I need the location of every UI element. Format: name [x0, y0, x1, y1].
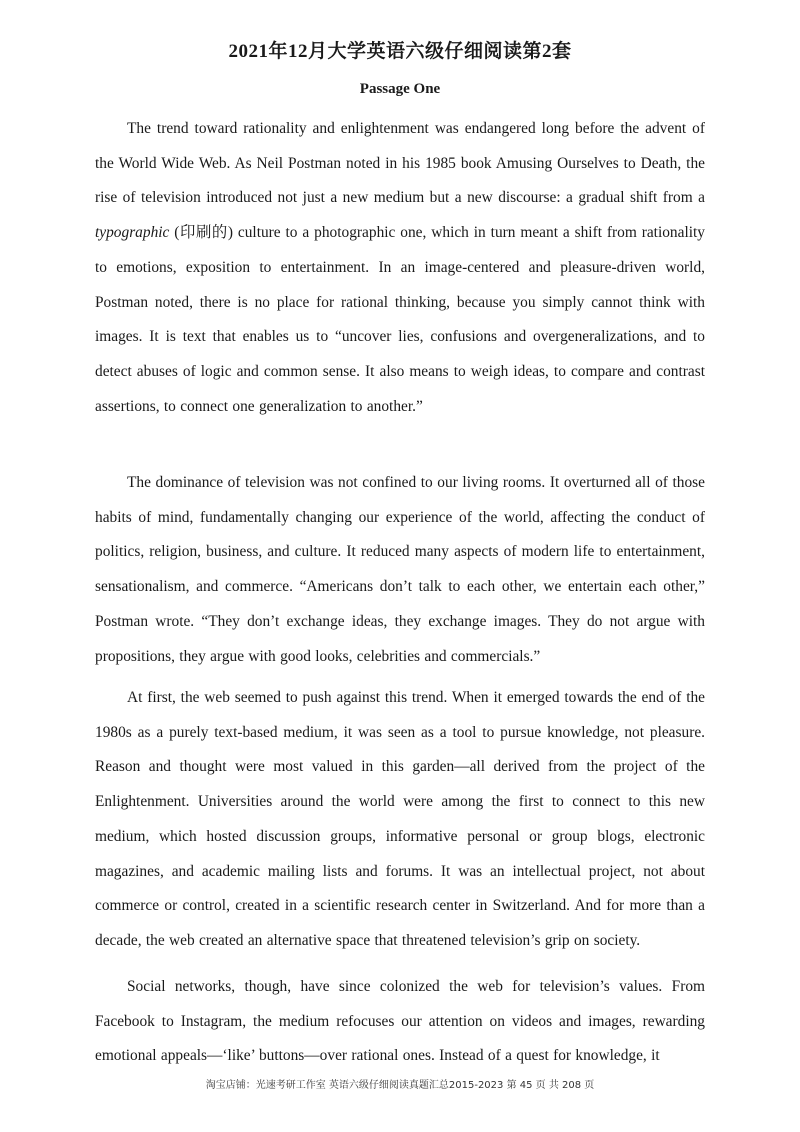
paragraph-1-italic-term: typographic: [95, 224, 170, 242]
page-footer: 淘宝店铺：光速考研工作室 英语六级仔细阅读真题汇总2015-2023 第 45 页 共 208 页: [205, 1080, 595, 1091]
paragraph-1-text-after: culture to a photographic one, which in turn meant a shift from rationality to emotions, exposition to entertainment. In an image-centered and pleasure-driven world, Postman noted, there is no place for rational thinking, because you simply cannot think with images. It is text that enables us to “uncover lies, confusions and overgeneralizations, and to detect abuses of logic and common sense. It also means to weigh ideas, to compare and contrast assertions, to connect one generalization to another.”: [95, 224, 705, 415]
paragraph-2: The dominance of television was not confined to our living rooms. It overturned all of those habits of mind, fundamentally changing our experience of the world, affecting the conduct of politics, religion, business, and culture. It reduced many aspects of modern life to entertainment, sensationalism, and commerce. “Americans don’t talk to each other, we entertain each other,” Postman wrote. “They don’t exchange ideas, they exchange images. They do not argue with propositions, they argue with good looks, celebrities and commercials.”: [95, 474, 705, 665]
passage-title: Passage One: [359, 81, 441, 97]
paragraph-4: Social networks, though, have since colonized the web for television’s values. From Facebook to Instagram, the medium refocuses our attention on videos and images, rewarding emotional appeals—‘like’ buttons—over rational ones. Instead of a quest for knowledge, it: [95, 978, 705, 1065]
document-title: 2021年12月大学英语六级仔细阅读第2套: [228, 41, 572, 62]
paragraph-3: At first, the web seemed to push against this trend. When it emerged towards the end of the 1980s as a purely text-based medium, it was seen as a tool to pursue knowledge, not pleasure. Reason and thought were most valued in this garden—all derived from the project of the Enlightenment. Universities around the world were among the first to connect to this new medium, which hosted discussion groups, informative personal or group blogs, electronic magazines, and academic mailing lists and forums. It was an intellectual project, not about commerce or control, created in a scientific research center in Switzerland. And for more than a decade, the web created an alternative space that threatened television’s grip on society.: [95, 689, 705, 949]
paragraph-1-gloss: (印刷的): [169, 224, 233, 242]
paragraph-1-text-before: The trend toward rationality and enlightenment was endangered long before the advent of the World Wide Web. As Neil Postman noted in his 1985 book Amusing Ourselves to Death, the rise of television introduced not just a new medium but a new discourse: a gradual shift from a: [95, 120, 705, 207]
paragraph-1: [95, 112, 705, 424]
